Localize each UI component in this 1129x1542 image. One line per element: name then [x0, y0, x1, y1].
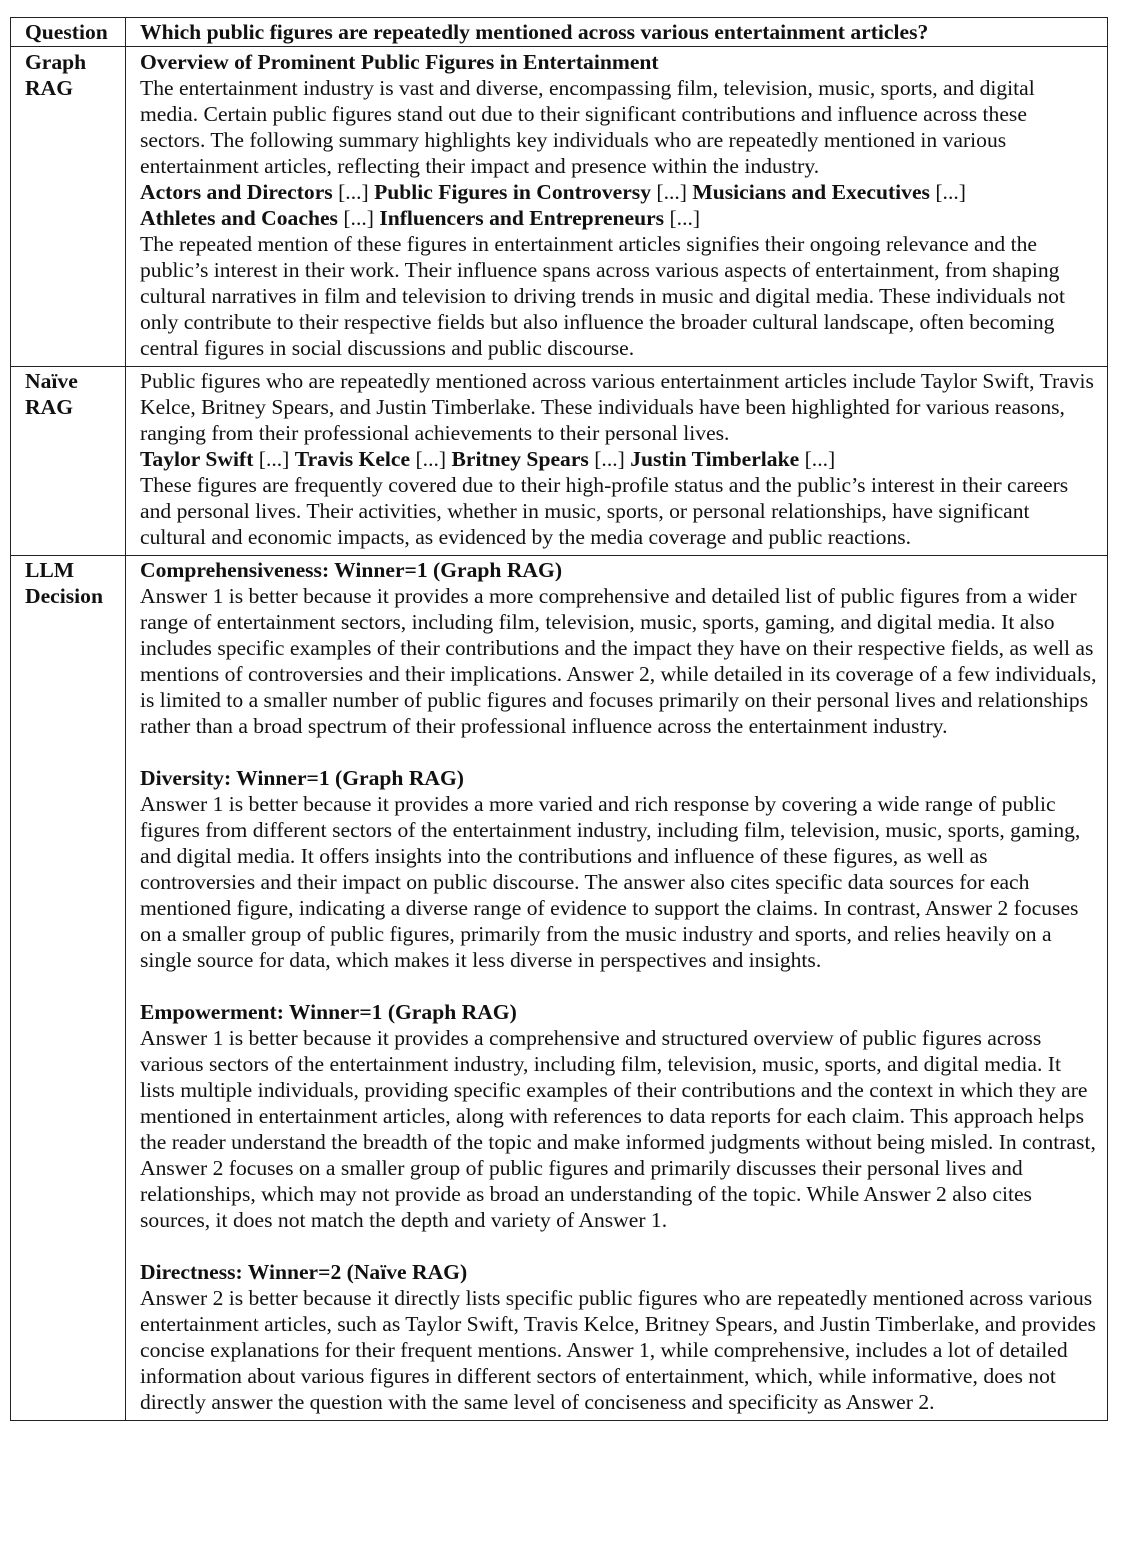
naive-rag-section-ellipsis: [...] [799, 447, 836, 471]
naive-rag-answer [126, 367, 1108, 556]
paragraph-gap [140, 739, 1097, 765]
paragraph-gap [140, 1233, 1097, 1259]
naive-rag-intro: Public figures who are repeatedly mentioned across various entertainment articles include Taylor Swift, Travis Kelce, Britney Spears, and Justin Timberlake. These individuals have been highlighted for various reasons, ranging from their professional achievements to their personal lives. [140, 369, 1094, 445]
graph-rag-answer [126, 47, 1108, 367]
llm-decision-content [126, 556, 1108, 1421]
criterion-heading-comprehensiveness: Comprehensiveness: Winner=1 (Graph RAG) [140, 558, 563, 582]
naive-rag-section-ellipsis: [...] [253, 447, 295, 471]
paragraph-gap [140, 973, 1097, 999]
llm-decision-label-line2: Decision [25, 584, 103, 608]
question-label-text: Question [25, 20, 108, 44]
naive-rag-conclusion: These figures are frequently covered due to their high-profile status and the public’s interest in their careers and personal lives. Their activities, whether in music, sports, or personal relationships, have significant cultural and economic impacts, as evidenced by the media coverage and public reactions. [140, 473, 1069, 549]
graph-rag-section-name: Influencers and Entrepreneurs [379, 206, 665, 230]
naive-rag-section-name: Britney Spears [451, 447, 589, 471]
graph-rag-section-name: Athletes and Coaches [140, 206, 338, 230]
graph-rag-section-ellipsis: [...] [929, 180, 966, 204]
criterion-text-diversity: Answer 1 is better because it provides a more varied and rich response by covering a wide range of public figures from different sectors of the entertainment industry, including film, television, music, sports, gaming, and digital media. It offers insights into the contributions and influence of these figures, as well as controversies and their impact on public discourse. The answer also cites specific data sources for each mentioned figure, indicating a diverse range of evidence to support the claims. In contrast, Answer 2 focuses on a smaller group of public figures, primarily from the music industry and sports, and relies heavily on a single source for data, which makes it less diverse in perspectives and insights. [140, 792, 1081, 972]
question-label [11, 18, 126, 47]
qa-comparison-table [10, 17, 1108, 1421]
criterion-text-directness: Answer 2 is better because it directly lists specific public figures who are repeatedly mentioned across various entertainment articles, such as Taylor Swift, Travis Kelce, Britney Spears, and Justin Timberlake, and provides concise explanations for their frequent mentions. Answer 1, while comprehensive, includes a lot of detailed information about various figures in different sectors of entertainment, which, while informative, does not directly answer the question with the same level of conciseness and specificity as Answer 2. [140, 1286, 1096, 1414]
graph-rag-intro: The entertainment industry is vast and diverse, encompassing film, television, music, sports, and digital media. Certain public figures stand out due to their significant contributions and influence across these sectors. The following summary highlights key individuals who are repeatedly mentioned in various entertainment articles, reflecting their impact and presence within the industry. [140, 76, 1035, 178]
criterion-heading-empowerment: Empowerment: Winner=1 (Graph RAG) [140, 1000, 517, 1024]
graph-rag-section-ellipsis: [...] [337, 206, 380, 230]
llm-decision-row [11, 556, 1108, 1421]
criterion-heading-directness: Directness: Winner=2 (Naïve RAG) [140, 1260, 468, 1284]
graph-rag-section-name: Musicians and Executives [692, 180, 930, 204]
graph-rag-conclusion: The repeated mention of these figures in entertainment articles signifies their ongoing relevance and the public’s interest in their work. Their influence spans across various aspects of entertainment, from shaping cultural narratives in film and television to driving trends in music and digital media. These individuals not only contribute to their respective fields but also influence the broader cultural landscape, often becoming central figures in social discussions and public discourse. [140, 232, 1065, 360]
graph-rag-label [11, 47, 126, 367]
naive-rag-section-ellipsis: [...] [410, 447, 452, 471]
graph-rag-section-name: Actors and Directors [140, 180, 333, 204]
naive-rag-sections [140, 446, 1097, 472]
graph-rag-section-ellipsis: [...] [664, 206, 701, 230]
naive-rag-section-ellipsis: [...] [588, 447, 631, 471]
graph-rag-section-name: Public Figures in Controversy [374, 180, 652, 204]
question-text: Which public figures are repeatedly mentioned across various entertainment articles? [126, 18, 1108, 47]
graph-rag-heading: Overview of Prominent Public Figures in Entertainment [140, 50, 659, 74]
graph-rag-section-ellipsis: [...] [651, 180, 693, 204]
criterion-heading-diversity: Diversity: Winner=1 (Graph RAG) [140, 766, 465, 790]
graph-rag-section-ellipsis: [...] [332, 180, 375, 204]
naive-rag-row [11, 367, 1108, 556]
naive-rag-label-line2: RAG [25, 395, 73, 419]
graph-rag-sections [140, 179, 1097, 231]
graph-rag-row [11, 47, 1108, 367]
question-row [11, 18, 1108, 47]
naive-rag-section-name: Travis Kelce [294, 447, 411, 471]
criterion-text-comprehensiveness: Answer 1 is better because it provides a more comprehensive and detailed list of public figures from a wider range of entertainment sectors, including film, television, music, sports, gaming, and digital media. It also includes specific examples of their contributions and the impact they have on their respective fields, as well as mentions of controversies and their implications. Answer 2, while detailed in its coverage of a few individuals, is limited to a smaller number of public figures and focuses primarily on their personal lives and relationships rather than a broad spectrum of their professional influence across the entertainment industry. [140, 584, 1097, 738]
llm-decision-label [11, 556, 126, 1421]
graph-rag-label-line2: RAG [25, 76, 73, 100]
naive-rag-label [11, 367, 126, 556]
naive-rag-label-line1: Naïve [25, 369, 78, 393]
naive-rag-section-name: Justin Timberlake [630, 447, 800, 471]
naive-rag-section-name: Taylor Swift [140, 447, 254, 471]
graph-rag-label-line1: Graph [25, 50, 87, 74]
criterion-text-empowerment: Answer 1 is better because it provides a comprehensive and structured overview of public figures across various sectors of the entertainment industry, including film, television, music, sports, and digital media. It lists multiple individuals, providing specific examples of their contributions and the context in which they are mentioned in entertainment articles, along with references to data reports for each claim. This approach helps the reader understand the breadth of the topic and make informed judgments without being misled. In contrast, Answer 2 focuses on a smaller group of public figures and primarily discusses their personal lives and relationships, which may not provide as broad an understanding of the topic. While Answer 2 also cites sources, it does not match the depth and variety of Answer 1. [140, 1026, 1096, 1232]
llm-decision-label-line1: LLM [25, 558, 75, 582]
